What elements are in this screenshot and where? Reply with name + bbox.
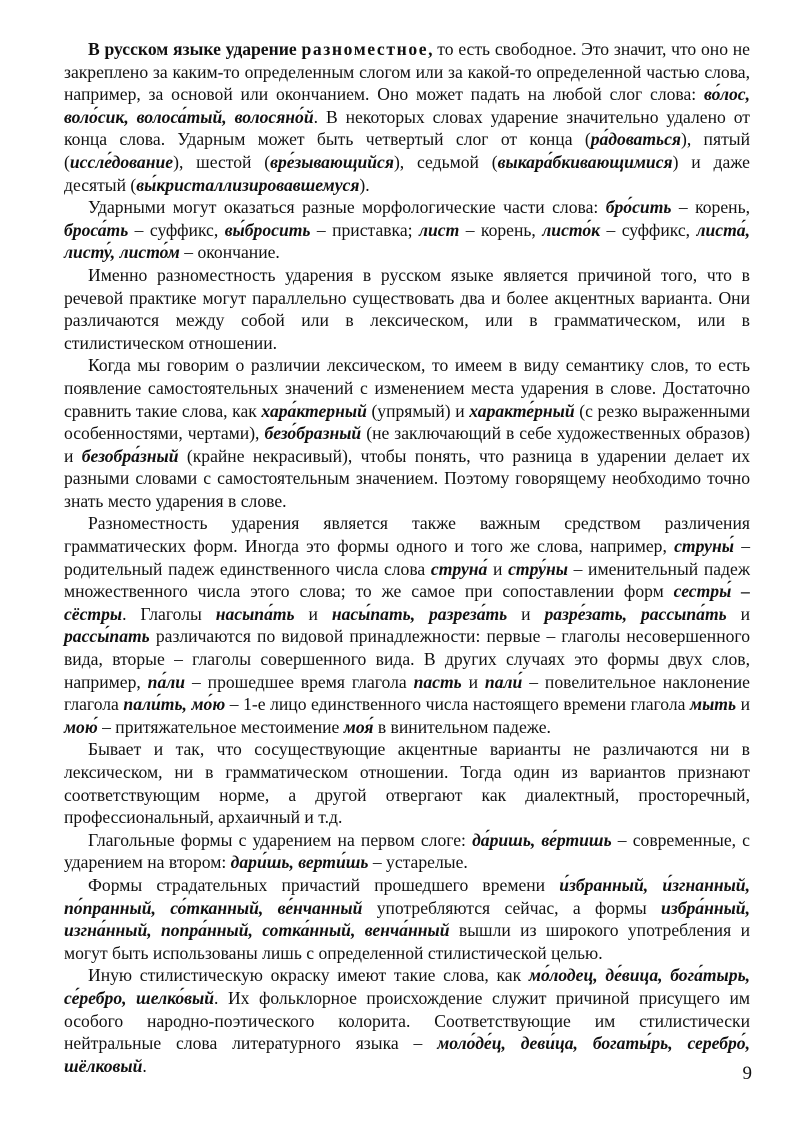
text-segment: и [461,671,485,692]
example-word: избра́нный, изгна́нный, попра́нный, сотка́нный, венча́нный [64,897,750,941]
example-word: во́лос, воло́сик, волоса́тый, волосяно́й [64,84,750,127]
text-segment: – корень, [671,197,750,218]
example-word: иссле́дование [69,151,174,172]
text-segment: в винительном падеже. [373,716,551,737]
text-segment: – притяжательное местоимение [97,716,344,737]
text-segment: – прошедшее время глагола [185,671,414,692]
text-segment: – родительный падеж единственного числа слова [64,536,750,579]
example-word: пали́ [484,671,523,692]
text-segment: . Глаголы [122,603,216,624]
text-segment: и [726,603,750,624]
paragraph-4 [64,354,750,512]
text-segment: и [294,603,332,624]
text-segment: – 1-е лицо единственного числа настоящего времени глагола [225,694,691,715]
example-word: безо́бразный [264,423,362,444]
text-segment: Иную стилистическую окраску имеют такие слова, как [88,965,529,986]
example-word: листа́, листу́, листо́м [64,219,750,263]
text-segment: и [487,558,509,579]
example-word: сестры́ – сёстры [64,581,750,624]
text-segment: – устарелые. [368,852,468,873]
example-word: выкара́бкивающимися [497,151,673,172]
text-segment: Разноместность ударения является также важным средством различения грамматических форм. Иногда это формы одного и того же слова, например, [64,513,750,557]
example-word: листо́к [542,219,601,240]
text-segment: ), пятый ( [64,129,750,172]
paragraph-5 [64,512,750,738]
text-segment: употребляются сейчас, а формы [362,897,662,918]
example-word: струны́ [674,536,734,557]
example-word: струна́ [430,558,488,579]
text-segment: и [736,694,750,715]
example-word: вы́бросить [224,219,311,240]
text-segment: – суффикс, [128,219,225,240]
text-segment: ). [359,174,370,195]
text-segment: – корень, [459,219,543,240]
text-segment: Глагольные формы с ударением на первом слоге: [88,829,473,850]
paragraph-8 [64,874,750,964]
example-word: ра́доваться [590,129,681,150]
text-segment: – суффикс, [600,219,697,240]
example-word: да́ришь, ве́ртишь [472,829,612,850]
example-word: безобра́зный [81,445,179,466]
text-segment: то есть свободное. Это значит, что оно не закреплено за каким-то определенным слогом или за какой-то определенной частью слова, например, за основой или окончанием. Оно может падать на любой слог слова: [64,39,750,105]
example-word: насы́пать, разреза́ть [331,603,508,624]
text-segment: (упрямый) и [366,400,470,421]
paragraph-2 [64,196,750,264]
text-segment: Бывает и так, что сосуществующие акцентные варианты не различаются ни в лексическом, ни в грамматическом отношении. Тогда один из вариантов признают соответствующим норме, а другой отвергают как диалектный, просторечный, профессиональный, архаичный и т.д. [64,739,750,828]
example-word: мо́лодец, де́вица, бога́тырь, се́ребро, шелко́вый [64,965,751,1008]
paragraph-6 [64,738,750,828]
example-word: вы́кристаллизировавшемуся [136,174,360,195]
text-segment: и [507,603,545,624]
text-segment: – окончание. [179,242,280,263]
paragraph-9 [64,964,750,1077]
example-word: характе́рный [469,400,575,421]
text-segment: – современные, с ударением на втором: [64,829,750,873]
text-segment: . В некоторых словах ударение значительно удалено от конца слова. Ударным может быть четвертый слог от конца ( [64,106,750,150]
text-segment: , [428,39,438,59]
text-segment: разноместное [301,39,429,59]
example-word: пали́ть, мо́ю [123,694,226,715]
text-segment: – именительный падеж множественного числа этого слова; то же самое при сопоставлении форм [64,558,750,602]
paragraph-7 [64,829,750,874]
example-word: па́ли [147,671,186,692]
text-segment: (крайне некрасивый), чтобы понять, что разница в ударении делает их разными словами с самостоятельным значением. Поэтому говорящему необходимо точно знать место ударения в слове. [64,445,750,511]
example-word: дари́шь, верти́шь [230,852,369,873]
text-segment: – приставка; [310,219,419,240]
text-segment: Именно разноместность ударения в русском языке является причиной того, что в речевой практике могут параллельно существовать два и более акцентных варианта. Они различаются между собой или в лексическом, или в грамматическом, или в стилистическом отношении. [64,264,750,353]
text-segment: . Их фольклорное происхождение служит причиной присущего им особого народно-поэтического колорита. Соответствующие им стилистически нейтральные слова литературного языка – [64,987,750,1054]
text-segment: ), шестой ( [173,151,271,172]
text-segment: В русском языке ударение [88,39,302,59]
example-word: моло́де́ц, деви́ца, богаты́рь, серебро́, шёлковый [64,1033,750,1076]
example-word: и́збранный, и́згнанный, по́пранный, со́тканный, ве́нчанный [64,874,750,918]
page-body [64,38,750,1077]
example-word: стру́ны [508,558,568,579]
text-segment: Формы страдательных причастий прошедшего времени [88,874,560,895]
text-segment: (с резко выраженными особенностями, чертами), [64,400,750,444]
example-word: моя́ [343,716,374,737]
example-word: мыть [690,694,737,715]
example-word: броса́ть [64,219,129,240]
example-word: разре́зать, рассыпа́ть [544,603,727,624]
paragraph-3 [64,264,750,354]
text-segment: (не заключающий в себе художественных образов) и [64,423,750,466]
page-number: 9 [742,1063,752,1084]
text-segment: ) и даже десятый ( [64,151,750,195]
text-segment: Когда мы говорим о различии лексическом, то имеем в виду семантику слов, то есть появление самостоятельных значений с изменением места ударения в слове. Достаточно сравнить такие слова, как [64,355,750,421]
example-word: вре́зывающийся [270,151,394,172]
text-segment: – повелительное наклонение глагола [64,671,750,715]
paragraph-1 [64,38,750,196]
example-word: рассы́пать [64,626,150,647]
example-word: хара́ктерный [261,400,367,421]
example-word: пасть [413,671,462,692]
text-segment: ), седьмой ( [393,151,498,172]
example-word: лист [418,219,460,240]
text-segment: Ударными могут оказаться разные морфологические части слова: [88,197,606,218]
text-segment: вышли из широкого употребления и могут быть использованы лишь с определенной стилистической целью. [64,920,750,963]
example-word: мою́ [64,716,98,737]
example-word: бро́сить [605,197,672,218]
text-segment: . [142,1055,147,1076]
text-segment: различаются по видовой принадлежности: первые – глаголы несовершенного вида, вторые – глаголы совершенного вида. В других случаях это формы двух слов, например, [64,626,750,692]
example-word: насыпа́ть [215,603,295,624]
